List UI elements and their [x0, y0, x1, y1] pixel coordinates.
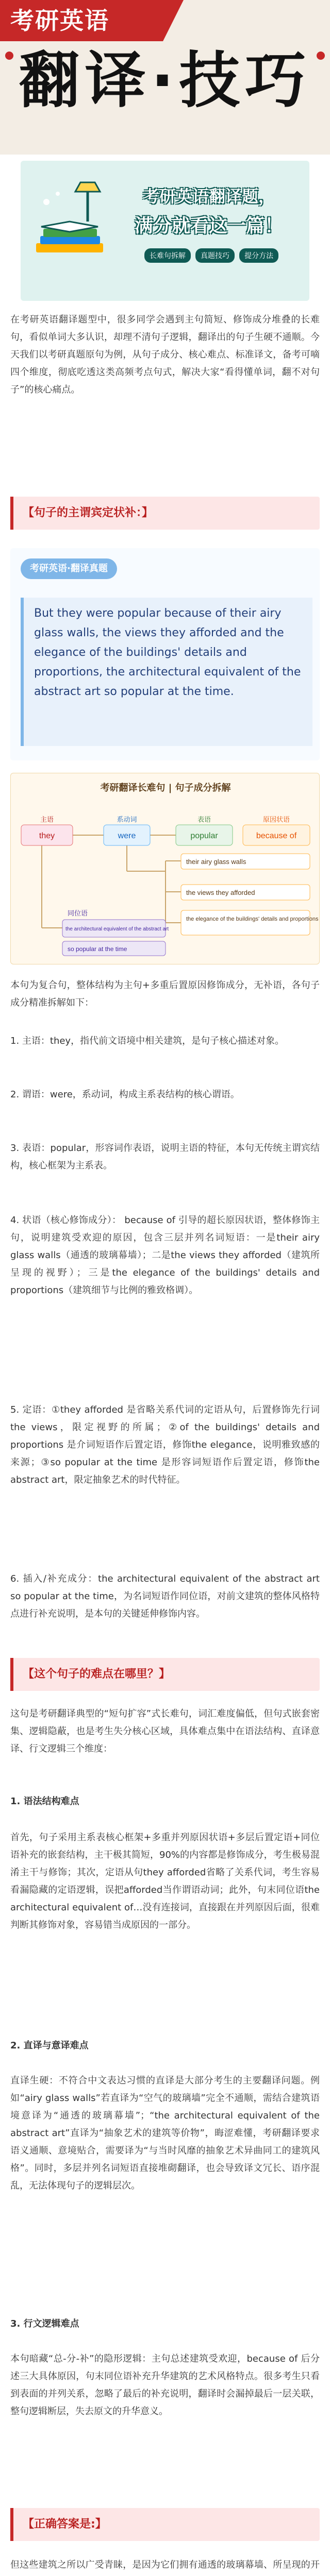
- section-title: [10, 2508, 320, 2541]
- cover-chips: [119, 248, 304, 263]
- banner-tag-fold: [163, 0, 184, 41]
- body-paragraph: 1. 主语：they，指代前文语境中相关建筑，是句子核心描述对象。: [10, 1036, 285, 1046]
- case-quote: [21, 598, 312, 746]
- difficulty-heading: 3. 行文逻辑难点: [10, 2318, 79, 2329]
- tag-cause: 原因状语: [262, 816, 290, 823]
- cover-line2: 满分就看这一篇！: [134, 215, 283, 236]
- title-banner: [0, 0, 330, 155]
- case-label: 考研英语·翻译真题: [21, 558, 117, 579]
- section-accent: [10, 497, 13, 530]
- body-paragraph: 5. 定语：①they afforded 是省略关系代词的定语从句，后置修饰先行词the views，限定视野的所属；②of the buildings' details and proportions 是介词短语作后置定语，修饰the elegance，说明雅致感的来源；③so popular at the time 是形容词短语作后置定语，修饰the abstract art，限定抽象艺术的时代特征。: [10, 1404, 320, 1485]
- case-quote-text: But they were popular because of their airy glass walls, the views they afforded and the elegance of the buildings' details and proportions, the architectural equivalent of the abstract art so popular at the time.: [34, 607, 301, 698]
- cover-chip: 长难句拆解: [144, 248, 191, 263]
- section-accent: [10, 1658, 13, 1691]
- node-subject: they: [39, 832, 55, 840]
- node-tail: so popular at the time: [68, 945, 127, 953]
- difficulty-heading: 2. 直译与意译难点: [10, 2040, 89, 2051]
- difficulty-paragraph: 首先，句子采用主系表核心框架+多重并列原因状语+多层后置定语+同位语补充的嵌套结构，主干极其简短，90%的内容都是修饰成分，考生极易混淆主干与修饰；其次，定语从句they afforded省略了关系代词，考生容易看漏隐藏的定语逻辑，误把afforded当作谓语动词；此外，句末同位语the architectural equivalent of…没有连接词，直接跟在并列原因后面，很难判断其修饰对象，容易错当成原因的一部分。: [10, 1832, 320, 1930]
- node-appos: the architectural equivalent of the abstract art: [65, 926, 169, 932]
- banner-title: 翻译·技巧: [19, 45, 311, 116]
- section-accent: [10, 2508, 13, 2541]
- node-cause: because of: [256, 832, 297, 840]
- body-paragraph: 2. 谓语：were，系动词，构成主系表结构的核心谓语。: [10, 1089, 240, 1100]
- tag-subject: 主语: [40, 816, 54, 823]
- section-title: [10, 1658, 320, 1691]
- node-pred: popular: [190, 832, 218, 840]
- analysis-heading: 考研翻译长难句 | 句子成分拆解: [100, 783, 231, 793]
- tag-pred: 表语: [197, 816, 211, 823]
- body-paragraph: 3. 表语：popular，形容词作表语，说明主语的特征，本句无传统主谓宾结构，核心框架为主系表。: [10, 1143, 320, 1171]
- section-title-text: 【正确答案是:】: [23, 2518, 107, 2531]
- node-cause-3: the elegance of the buildings' details and proportions: [186, 916, 319, 922]
- answer-paragraph: 但这些建筑之所以广受青睐，是因为它们拥有通透的玻璃幕墙、所呈现的开: [10, 2560, 320, 2570]
- difficulty-paragraph: 直译生硬：不符合中文表达习惯的直译是大部分考生的主要翻译问题。例如“airy glass walls”若直译为“空气的玻璃墙”完全不通顺，需结合建筑语境意译为“通透的玻璃幕墙”；“the architectural equivalent of the abstract art”直译为“抽象艺术的建筑等价物”，晦涩难懂，考研翻译要求语义通顺、意境贴合，需要译为“与当时风靡的抽象艺术异曲同工的建筑风格”。同时，多层并列名词短语直接堆砌翻译，也会导致译文冗长、语序混乱，无法体现句子的逻辑层次。: [10, 2075, 320, 2191]
- body-paragraph: 4. 状语（核心修饰成分）： because of 引导的超长原因状语，整体修饰主句，说明建筑受欢迎的原因，包含三层并列名词短语：一是their airy glass walls（通透的玻璃幕墙）；二是the views they afforded（建筑所呈现的视野）；三是the elegance of the buildings' details and proportions（建筑细节与比例的雅致格调）。: [10, 1215, 320, 1296]
- section-title-text: 【句子的主谓宾定状补：】: [23, 506, 154, 519]
- node-cause-2: the views they afforded: [186, 889, 255, 896]
- analysis-card: [10, 773, 320, 964]
- difficulty-heading: 1. 语法结构难点: [10, 1796, 79, 1807]
- cover-card: [21, 161, 309, 301]
- node-cause-1: their airy glass walls: [186, 858, 246, 866]
- body-paragraph: 6. 插入/补充成分：the architectural equivalent of the abstract art so popular at the time，为名词短语作同位语，对前文建筑的整体风格特点进行补充说明，是本句的关键延伸修饰内容。: [10, 1573, 320, 1619]
- cover-line1: 考研英语翻译题，: [142, 187, 275, 206]
- case-card: [10, 548, 320, 760]
- intro-paragraph: 在考研英语翻译题型中，很多同学会遇到主句简短、修饰成分堆叠的长难句，看似单词大多认识，却理不清句子逻辑，翻译出的句子生硬不通顺。今天我们以考研真题原句为例，从句子成分、核心难点、标准译文，备考可嘀四个维度，彻底吃透这类高频考点句式，解决大家“看得懂单词，翻不对句子”的核心痛点。: [10, 314, 320, 395]
- section-title-text: 【这个句子的难点在哪里？】: [23, 1668, 171, 1681]
- difficulty-paragraph: 本句暗藏“总-分-补”的隐形逻辑：主句总述建筑受欢迎，because of 后分述三大具体原因，句末同位语补充升华建筑的艺术风格特点。很多考生只看到表面的并列关系，忽略了最后的补充说明，翻译时会漏掉最后一层关联，整句逻辑断层，失去原文的升华意义。: [10, 2353, 320, 2417]
- cover-chip: 真题技巧: [195, 248, 235, 263]
- node-verb: were: [118, 832, 136, 840]
- tag-appos: 同位语: [68, 909, 88, 917]
- banner-tag: 考研英语: [0, 0, 163, 41]
- book-lamp-icon: [31, 181, 108, 279]
- section-title: [10, 497, 320, 530]
- difficulty-paragraph: 这句是考研翻译典型的“短句扩容”式长难句，词汇难度偏低，但句式嵌套密集、逻辑隐蔽，也是考生失分核心区域，具体难点集中在语法结构、直译意译、行文逻辑三个维度：: [10, 1708, 320, 1754]
- sentence-structure-diagram: [11, 773, 320, 965]
- body-paragraph: 本句为复合句，整体结构为主句+多重后置原因修饰成分，无补语，各句子成分精准拆解如下：: [10, 980, 320, 1008]
- cover-chip: 提分方法: [239, 248, 278, 263]
- tag-verb: 系动词: [117, 816, 137, 823]
